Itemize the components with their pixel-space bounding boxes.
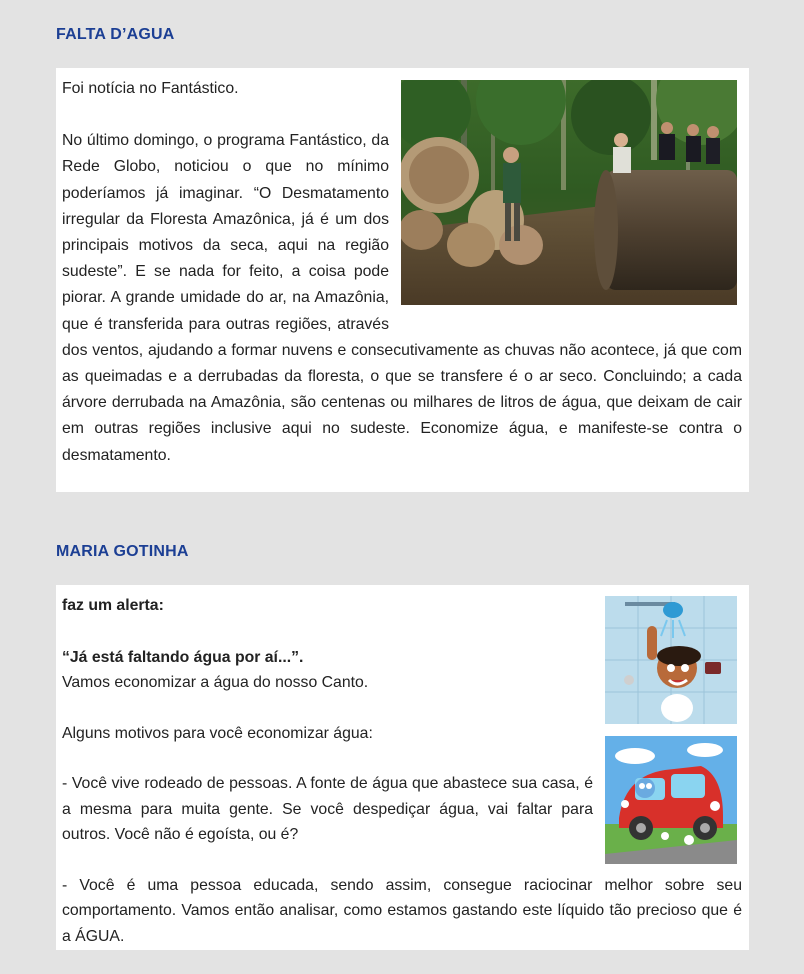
section-title-maria-gotinha: MARIA GOTINHA bbox=[56, 543, 189, 560]
article-card-maria-gotinha bbox=[56, 585, 749, 950]
paragraph-intro: Foi notícia no Fantástico. bbox=[62, 80, 239, 97]
car-wash-cartoon-image bbox=[605, 736, 737, 864]
alert-line: Vamos economizar a água do nosso Canto. bbox=[62, 674, 369, 691]
reason-item: - Você vive rodeado de pessoas. A fonte de água que abastece sua casa, é a mesma para muita gente. Se você despediçar água, vai faltar para outros. Você não é egoísta, ou é? bbox=[62, 775, 593, 843]
alert-intro: faz um alerta: bbox=[62, 597, 164, 614]
shower-cartoon-image bbox=[605, 596, 737, 724]
reason-item: - Você é uma pessoa educada, sendo assim, consegue raciocinar melhor sobre seu comportamento. Vamos então analisar, como estamos gastando este líquido tão precioso que é a ÁGUA. bbox=[62, 876, 742, 945]
section-title-falta-dagua: FALTA D’AGUA bbox=[56, 26, 175, 43]
paragraph-body: No último domingo, o programa Fantástico, da Rede Globo, noticiou o que no mínimo poderíamos já imaginar. “O Desmatamento irregular da Floresta Amazônica, já é um dos principais motivos da seca, aqui na região sudeste”. E se nada for feito, a coisa pode piorar. A grande umidade do ar, na Amazônia, que é transferida para outras regiões, através dos ventos, ajudando a formar nuvens e consecutivamente as chuvas não acontece, já que com as queimadas e a derrubadas da floresta, o que se transfere é o ar seco. Concluindo; a cada árvore derrubada na Amazônia, são centenas ou milhares de litros de água, que deixam de cair em outras regiões inclusive aqui no sudeste. Economize água, e manifeste-se contra o desmatamento. bbox=[62, 132, 742, 464]
deforestation-photo bbox=[401, 80, 737, 305]
reasons-heading: Alguns motivos para você economizar água: bbox=[62, 724, 373, 742]
alert-quote: “Já está faltando água por aí...”. bbox=[62, 648, 304, 666]
article-card-falta-dagua bbox=[56, 68, 749, 492]
